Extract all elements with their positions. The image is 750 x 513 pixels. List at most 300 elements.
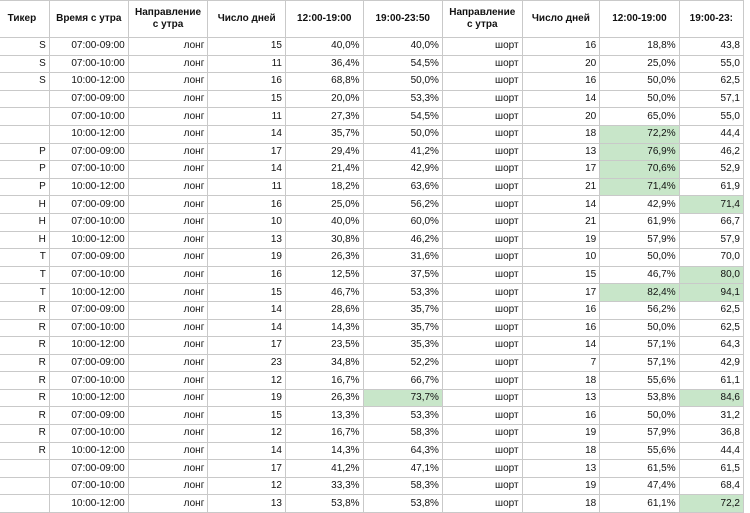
cell-pct2-12-19[interactable]: 61,1% <box>600 495 679 513</box>
cell-direction-2[interactable]: шорт <box>442 90 522 108</box>
cell-pct2-12-19[interactable]: 50,0% <box>600 407 679 425</box>
cell-direction[interactable]: лонг <box>128 266 208 284</box>
cell-direction[interactable]: лонг <box>128 73 208 91</box>
cell-direction[interactable]: лонг <box>128 178 208 196</box>
cell-days[interactable]: 17 <box>208 143 286 161</box>
cell-direction-2[interactable]: шорт <box>442 125 522 143</box>
header-direction-2[interactable]: Направление с утра <box>442 1 522 38</box>
cell-direction[interactable]: лонг <box>128 442 208 460</box>
cell-days[interactable]: 14 <box>208 161 286 179</box>
cell-direction-2[interactable]: шорт <box>442 196 522 214</box>
cell-ticker[interactable]: H <box>0 231 49 249</box>
cell-ticker[interactable] <box>0 477 49 495</box>
cell-time[interactable]: 07:00-10:00 <box>49 319 128 337</box>
cell-ticker[interactable]: R <box>0 407 49 425</box>
cell-pct2-12-19[interactable]: 72,2% <box>600 125 679 143</box>
cell-direction-2[interactable]: шорт <box>442 143 522 161</box>
cell-pct2-12-19[interactable]: 53,8% <box>600 389 679 407</box>
cell-pct-19-2350[interactable]: 35,3% <box>363 337 442 355</box>
cell-pct-12-19[interactable]: 34,8% <box>286 354 364 372</box>
cell-direction[interactable]: лонг <box>128 231 208 249</box>
cell-pct2-12-19[interactable]: 57,9% <box>600 231 679 249</box>
cell-ticker[interactable]: P <box>0 161 49 179</box>
cell-days-2[interactable]: 10 <box>522 249 600 267</box>
cell-days[interactable]: 19 <box>208 389 286 407</box>
cell-pct2-19-23[interactable]: 66,7 <box>679 213 743 231</box>
cell-pct2-12-19[interactable]: 50,0% <box>600 319 679 337</box>
table-row <box>0 284 744 302</box>
cell-pct-12-19[interactable]: 14,3% <box>286 319 364 337</box>
cell-direction-2[interactable]: шорт <box>442 249 522 267</box>
cell-pct-19-2350[interactable]: 37,5% <box>363 266 442 284</box>
cell-days[interactable]: 15 <box>208 284 286 302</box>
cell-time[interactable]: 10:00-12:00 <box>49 389 128 407</box>
cell-days[interactable]: 12 <box>208 372 286 390</box>
cell-pct-12-19[interactable]: 23,5% <box>286 337 364 355</box>
cell-pct-12-19[interactable]: 26,3% <box>286 249 364 267</box>
cell-direction[interactable]: лонг <box>128 125 208 143</box>
cell-days[interactable]: 14 <box>208 125 286 143</box>
cell-time[interactable]: 07:00-09:00 <box>49 407 128 425</box>
cell-pct-12-19[interactable]: 40,0% <box>286 213 364 231</box>
cell-days[interactable]: 11 <box>208 178 286 196</box>
cell-ticker[interactable]: H <box>0 196 49 214</box>
cell-direction[interactable]: лонг <box>128 425 208 443</box>
cell-pct2-19-23[interactable]: 61,5 <box>679 460 743 478</box>
cell-pct-12-19[interactable]: 41,2% <box>286 460 364 478</box>
cell-pct-19-2350[interactable]: 50,0% <box>363 125 442 143</box>
cell-pct-12-19[interactable]: 53,8% <box>286 495 364 513</box>
cell-pct-19-2350[interactable]: 47,1% <box>363 460 442 478</box>
cell-time[interactable]: 10:00-12:00 <box>49 337 128 355</box>
cell-direction[interactable]: лонг <box>128 354 208 372</box>
cell-days[interactable]: 11 <box>208 55 286 73</box>
cell-direction-2[interactable]: шорт <box>442 319 522 337</box>
cell-pct2-19-23[interactable]: 80,0 <box>679 266 743 284</box>
cell-time[interactable]: 10:00-12:00 <box>49 73 128 91</box>
cell-pct2-12-19[interactable]: 70,6% <box>600 161 679 179</box>
cell-pct2-12-19[interactable]: 50,0% <box>600 90 679 108</box>
table-body <box>0 38 744 513</box>
cell-pct2-12-19[interactable]: 61,9% <box>600 213 679 231</box>
cell-days-2[interactable]: 14 <box>522 90 600 108</box>
table-row <box>0 495 744 513</box>
cell-ticker[interactable]: R <box>0 301 49 319</box>
cell-pct-19-2350[interactable]: 46,2% <box>363 231 442 249</box>
cell-days[interactable]: 19 <box>208 249 286 267</box>
cell-direction-2[interactable]: шорт <box>442 161 522 179</box>
cell-ticker[interactable]: R <box>0 442 49 460</box>
cell-pct2-12-19[interactable]: 57,1% <box>600 354 679 372</box>
cell-pct-12-19[interactable]: 25,0% <box>286 196 364 214</box>
cell-pct-12-19[interactable]: 16,7% <box>286 372 364 390</box>
table-row <box>0 442 744 460</box>
cell-pct2-19-23[interactable]: 42,9 <box>679 354 743 372</box>
cell-direction-2[interactable]: шорт <box>442 178 522 196</box>
cell-pct2-12-19[interactable]: 50,0% <box>600 73 679 91</box>
cell-days[interactable]: 10 <box>208 213 286 231</box>
cell-pct-12-19[interactable]: 40,0% <box>286 38 364 56</box>
table-row <box>0 125 744 143</box>
cell-pct2-12-19[interactable]: 76,9% <box>600 143 679 161</box>
cell-pct-19-2350[interactable]: 73,7% <box>363 389 442 407</box>
cell-direction-2[interactable]: шорт <box>442 407 522 425</box>
cell-pct-19-2350[interactable]: 66,7% <box>363 372 442 390</box>
cell-pct-19-2350[interactable]: 58,3% <box>363 477 442 495</box>
cell-pct-19-2350[interactable]: 56,2% <box>363 196 442 214</box>
cell-pct-19-2350[interactable]: 35,7% <box>363 319 442 337</box>
cell-pct-12-19[interactable]: 27,3% <box>286 108 364 126</box>
cell-days-2[interactable]: 18 <box>522 495 600 513</box>
header-pct2-19-23[interactable]: 19:00-23: <box>679 1 743 38</box>
cell-pct2-12-19[interactable]: 42,9% <box>600 196 679 214</box>
cell-time[interactable]: 07:00-09:00 <box>49 90 128 108</box>
cell-time[interactable]: 07:00-09:00 <box>49 460 128 478</box>
cell-direction[interactable]: лонг <box>128 90 208 108</box>
cell-pct-12-19[interactable]: 29,4% <box>286 143 364 161</box>
cell-days[interactable]: 16 <box>208 266 286 284</box>
cell-days-2[interactable]: 16 <box>522 73 600 91</box>
header-ticker[interactable]: Тикер <box>0 1 49 38</box>
cell-pct2-12-19[interactable]: 47,4% <box>600 477 679 495</box>
cell-pct-19-2350[interactable]: 53,8% <box>363 495 442 513</box>
header-row <box>0 1 744 38</box>
cell-direction[interactable]: лонг <box>128 460 208 478</box>
cell-time[interactable]: 07:00-10:00 <box>49 266 128 284</box>
cell-pct2-12-19[interactable]: 18,8% <box>600 38 679 56</box>
cell-direction-2[interactable]: шорт <box>442 231 522 249</box>
cell-pct-19-2350[interactable]: 53,3% <box>363 90 442 108</box>
cell-time[interactable]: 10:00-12:00 <box>49 442 128 460</box>
cell-direction-2[interactable]: шорт <box>442 460 522 478</box>
cell-days-2[interactable]: 14 <box>522 196 600 214</box>
cell-pct-12-19[interactable]: 18,2% <box>286 178 364 196</box>
cell-pct2-19-23[interactable]: 44,4 <box>679 125 743 143</box>
header-days-2[interactable]: Число дней <box>522 1 600 38</box>
cell-pct2-19-23[interactable]: 62,5 <box>679 319 743 337</box>
cell-pct-12-19[interactable]: 16,7% <box>286 425 364 443</box>
cell-ticker[interactable]: T <box>0 249 49 267</box>
cell-pct-12-19[interactable]: 36,4% <box>286 55 364 73</box>
cell-days-2[interactable]: 21 <box>522 178 600 196</box>
cell-days[interactable]: 11 <box>208 108 286 126</box>
cell-ticker[interactable]: S <box>0 73 49 91</box>
cell-pct-19-2350[interactable]: 63,6% <box>363 178 442 196</box>
cell-time[interactable]: 07:00-09:00 <box>49 38 128 56</box>
cell-ticker[interactable] <box>0 495 49 513</box>
cell-pct2-19-23[interactable]: 72,2 <box>679 495 743 513</box>
cell-direction-2[interactable]: шорт <box>442 354 522 372</box>
cell-direction-2[interactable]: шорт <box>442 372 522 390</box>
cell-days[interactable]: 14 <box>208 442 286 460</box>
table-row <box>0 90 744 108</box>
cell-ticker[interactable]: S <box>0 55 49 73</box>
header-pct2-12-19[interactable]: 12:00-19:00 <box>600 1 679 38</box>
table-row <box>0 389 744 407</box>
cell-direction[interactable]: лонг <box>128 389 208 407</box>
cell-pct-12-19[interactable]: 14,3% <box>286 442 364 460</box>
cell-days[interactable]: 16 <box>208 196 286 214</box>
cell-direction-2[interactable]: шорт <box>442 73 522 91</box>
cell-time[interactable]: 10:00-12:00 <box>49 231 128 249</box>
cell-pct-12-19[interactable]: 68,8% <box>286 73 364 91</box>
cell-direction-2[interactable]: шорт <box>442 425 522 443</box>
cell-direction[interactable]: лонг <box>128 196 208 214</box>
cell-days[interactable]: 17 <box>208 337 286 355</box>
cell-time[interactable]: 07:00-10:00 <box>49 372 128 390</box>
cell-pct-12-19[interactable]: 13,3% <box>286 407 364 425</box>
cell-ticker[interactable] <box>0 460 49 478</box>
cell-time[interactable]: 07:00-10:00 <box>49 477 128 495</box>
cell-direction[interactable]: лонг <box>128 161 208 179</box>
cell-pct2-19-23[interactable]: 62,5 <box>679 301 743 319</box>
cell-time[interactable]: 07:00-09:00 <box>49 249 128 267</box>
cell-pct2-12-19[interactable]: 57,1% <box>600 337 679 355</box>
cell-time[interactable]: 07:00-10:00 <box>49 161 128 179</box>
cell-pct-12-19[interactable]: 35,7% <box>286 125 364 143</box>
cell-direction[interactable]: лонг <box>128 477 208 495</box>
cell-direction[interactable]: лонг <box>128 337 208 355</box>
cell-direction[interactable]: лонг <box>128 249 208 267</box>
cell-pct2-12-19[interactable]: 55,6% <box>600 372 679 390</box>
cell-pct2-19-23[interactable]: 36,8 <box>679 425 743 443</box>
cell-days-2[interactable]: 17 <box>522 161 600 179</box>
cell-pct2-19-23[interactable]: 62,5 <box>679 73 743 91</box>
table-row <box>0 231 744 249</box>
cell-pct2-19-23[interactable]: 44,4 <box>679 442 743 460</box>
table-row <box>0 354 744 372</box>
cell-time[interactable]: 07:00-09:00 <box>49 354 128 372</box>
cell-time[interactable]: 07:00-10:00 <box>49 213 128 231</box>
cell-direction-2[interactable]: шорт <box>442 55 522 73</box>
cell-direction-2[interactable]: шорт <box>442 442 522 460</box>
header-direction[interactable]: Направление с утра <box>128 1 208 38</box>
cell-pct2-19-23[interactable]: 52,9 <box>679 161 743 179</box>
cell-pct2-19-23[interactable]: 70,0 <box>679 249 743 267</box>
cell-time[interactable]: 10:00-12:00 <box>49 125 128 143</box>
cell-pct2-12-19[interactable]: 25,0% <box>600 55 679 73</box>
cell-pct2-19-23[interactable]: 43,8 <box>679 38 743 56</box>
cell-pct-12-19[interactable]: 20,0% <box>286 90 364 108</box>
cell-pct-12-19[interactable]: 21,4% <box>286 161 364 179</box>
cell-ticker[interactable]: H <box>0 213 49 231</box>
cell-direction-2[interactable]: шорт <box>442 337 522 355</box>
table-row <box>0 407 744 425</box>
cell-pct2-12-19[interactable]: 46,7% <box>600 266 679 284</box>
cell-ticker[interactable]: T <box>0 284 49 302</box>
cell-pct-19-2350[interactable]: 35,7% <box>363 301 442 319</box>
cell-direction-2[interactable]: шорт <box>442 266 522 284</box>
cell-pct-19-2350[interactable]: 53,3% <box>363 407 442 425</box>
cell-pct2-19-23[interactable]: 57,9 <box>679 231 743 249</box>
cell-pct-19-2350[interactable]: 53,3% <box>363 284 442 302</box>
cell-direction-2[interactable]: шорт <box>442 301 522 319</box>
cell-direction-2[interactable]: шорт <box>442 495 522 513</box>
cell-days[interactable]: 17 <box>208 460 286 478</box>
cell-pct-19-2350[interactable]: 40,0% <box>363 38 442 56</box>
cell-direction[interactable]: лонг <box>128 284 208 302</box>
cell-direction-2[interactable]: шорт <box>442 38 522 56</box>
cell-direction-2[interactable]: шорт <box>442 389 522 407</box>
header-pct-19-2350[interactable]: 19:00-23:50 <box>363 1 442 38</box>
cell-pct2-19-23[interactable]: 68,4 <box>679 477 743 495</box>
cell-days-2[interactable]: 18 <box>522 125 600 143</box>
cell-days-2[interactable]: 7 <box>522 354 600 372</box>
cell-pct2-19-23[interactable]: 94,1 <box>679 284 743 302</box>
cell-days-2[interactable]: 19 <box>522 425 600 443</box>
cell-days[interactable]: 13 <box>208 495 286 513</box>
cell-pct2-19-23[interactable]: 61,9 <box>679 178 743 196</box>
table-row <box>0 108 744 126</box>
cell-direction[interactable]: лонг <box>128 372 208 390</box>
cell-ticker[interactable]: P <box>0 143 49 161</box>
cell-pct2-12-19[interactable]: 50,0% <box>600 249 679 267</box>
cell-pct2-12-19[interactable]: 55,6% <box>600 442 679 460</box>
cell-pct-12-19[interactable]: 26,3% <box>286 389 364 407</box>
table-row <box>0 319 744 337</box>
cell-direction-2[interactable]: шорт <box>442 284 522 302</box>
table-row <box>0 213 744 231</box>
cell-pct-19-2350[interactable]: 41,2% <box>363 143 442 161</box>
cell-days-2[interactable]: 19 <box>522 477 600 495</box>
cell-days-2[interactable]: 20 <box>522 108 600 126</box>
cell-days-2[interactable]: 13 <box>522 460 600 478</box>
cell-days-2[interactable]: 13 <box>522 389 600 407</box>
cell-days-2[interactable]: 18 <box>522 442 600 460</box>
cell-days[interactable]: 13 <box>208 231 286 249</box>
cell-direction[interactable]: лонг <box>128 143 208 161</box>
cell-direction-2[interactable]: шорт <box>442 477 522 495</box>
cell-pct-12-19[interactable]: 12,5% <box>286 266 364 284</box>
cell-ticker[interactable]: R <box>0 354 49 372</box>
cell-ticker[interactable]: S <box>0 38 49 56</box>
cell-days[interactable]: 14 <box>208 301 286 319</box>
cell-ticker[interactable]: R <box>0 389 49 407</box>
cell-time[interactable]: 10:00-12:00 <box>49 284 128 302</box>
cell-direction[interactable]: лонг <box>128 38 208 56</box>
cell-days-2[interactable]: 16 <box>522 319 600 337</box>
cell-pct2-19-23[interactable]: 71,4 <box>679 196 743 214</box>
cell-pct-12-19[interactable]: 33,3% <box>286 477 364 495</box>
cell-days-2[interactable]: 20 <box>522 55 600 73</box>
cell-pct2-19-23[interactable]: 64,3 <box>679 337 743 355</box>
cell-pct-19-2350[interactable]: 64,3% <box>363 442 442 460</box>
cell-pct-19-2350[interactable]: 50,0% <box>363 73 442 91</box>
cell-days-2[interactable]: 15 <box>522 266 600 284</box>
cell-ticker[interactable] <box>0 90 49 108</box>
cell-pct2-12-19[interactable]: 82,4% <box>600 284 679 302</box>
cell-pct-19-2350[interactable]: 31,6% <box>363 249 442 267</box>
cell-ticker[interactable]: R <box>0 337 49 355</box>
cell-time[interactable]: 10:00-12:00 <box>49 495 128 513</box>
cell-pct-12-19[interactable]: 28,6% <box>286 301 364 319</box>
cell-days[interactable]: 15 <box>208 407 286 425</box>
cell-ticker[interactable]: R <box>0 425 49 443</box>
cell-ticker[interactable]: T <box>0 266 49 284</box>
cell-days[interactable]: 16 <box>208 73 286 91</box>
cell-pct2-19-23[interactable]: 61,1 <box>679 372 743 390</box>
cell-direction[interactable]: лонг <box>128 213 208 231</box>
cell-days[interactable]: 23 <box>208 354 286 372</box>
cell-pct2-19-23[interactable]: 57,1 <box>679 90 743 108</box>
cell-pct-19-2350[interactable]: 42,9% <box>363 161 442 179</box>
cell-pct-19-2350[interactable]: 54,5% <box>363 108 442 126</box>
cell-direction[interactable]: лонг <box>128 495 208 513</box>
cell-pct-19-2350[interactable]: 58,3% <box>363 425 442 443</box>
cell-days[interactable]: 12 <box>208 477 286 495</box>
cell-direction[interactable]: лонг <box>128 108 208 126</box>
cell-days-2[interactable]: 16 <box>522 38 600 56</box>
cell-pct-12-19[interactable]: 46,7% <box>286 284 364 302</box>
header-pct-12-19[interactable]: 12:00-19:00 <box>286 1 364 38</box>
cell-pct2-12-19[interactable]: 61,5% <box>600 460 679 478</box>
cell-direction[interactable]: лонг <box>128 319 208 337</box>
cell-time[interactable]: 07:00-09:00 <box>49 143 128 161</box>
cell-pct2-19-23[interactable]: 55,0 <box>679 108 743 126</box>
header-time[interactable]: Время с утра <box>49 1 128 38</box>
cell-pct-19-2350[interactable]: 60,0% <box>363 213 442 231</box>
cell-pct2-12-19[interactable]: 56,2% <box>600 301 679 319</box>
cell-pct2-19-23[interactable]: 46,2 <box>679 143 743 161</box>
cell-ticker[interactable]: P <box>0 178 49 196</box>
cell-direction-2[interactable]: шорт <box>442 213 522 231</box>
table-row <box>0 460 744 478</box>
cell-days[interactable]: 14 <box>208 319 286 337</box>
cell-time[interactable]: 07:00-10:00 <box>49 108 128 126</box>
table-row <box>0 477 744 495</box>
cell-time[interactable]: 07:00-09:00 <box>49 301 128 319</box>
cell-pct2-12-19[interactable]: 57,9% <box>600 425 679 443</box>
cell-time[interactable]: 07:00-10:00 <box>49 55 128 73</box>
cell-direction[interactable]: лонг <box>128 301 208 319</box>
cell-time[interactable]: 07:00-09:00 <box>49 196 128 214</box>
cell-pct2-12-19[interactable]: 65,0% <box>600 108 679 126</box>
cell-days-2[interactable]: 19 <box>522 231 600 249</box>
cell-ticker[interactable]: R <box>0 319 49 337</box>
cell-days-2[interactable]: 16 <box>522 407 600 425</box>
table-row <box>0 196 744 214</box>
cell-ticker[interactable] <box>0 108 49 126</box>
cell-days[interactable]: 12 <box>208 425 286 443</box>
cell-days[interactable]: 15 <box>208 90 286 108</box>
cell-time[interactable]: 10:00-12:00 <box>49 178 128 196</box>
cell-direction-2[interactable]: шорт <box>442 108 522 126</box>
cell-pct-12-19[interactable]: 30,8% <box>286 231 364 249</box>
cell-pct2-19-23[interactable]: 31,2 <box>679 407 743 425</box>
table-row <box>0 178 744 196</box>
cell-time[interactable]: 07:00-10:00 <box>49 425 128 443</box>
cell-pct2-19-23[interactable]: 84,6 <box>679 389 743 407</box>
header-days[interactable]: Число дней <box>208 1 286 38</box>
cell-days[interactable]: 15 <box>208 38 286 56</box>
cell-days-2[interactable]: 14 <box>522 337 600 355</box>
cell-days-2[interactable]: 13 <box>522 143 600 161</box>
cell-days-2[interactable]: 16 <box>522 301 600 319</box>
cell-days-2[interactable]: 17 <box>522 284 600 302</box>
cell-direction[interactable]: лонг <box>128 55 208 73</box>
cell-ticker[interactable]: R <box>0 372 49 390</box>
cell-pct-19-2350[interactable]: 54,5% <box>363 55 442 73</box>
cell-ticker[interactable] <box>0 125 49 143</box>
cell-days-2[interactable]: 18 <box>522 372 600 390</box>
cell-days-2[interactable]: 21 <box>522 213 600 231</box>
cell-pct-19-2350[interactable]: 52,2% <box>363 354 442 372</box>
cell-pct2-12-19[interactable]: 71,4% <box>600 178 679 196</box>
cell-direction[interactable]: лонг <box>128 407 208 425</box>
table-row <box>0 55 744 73</box>
cell-pct2-19-23[interactable]: 55,0 <box>679 55 743 73</box>
table-row <box>0 143 744 161</box>
